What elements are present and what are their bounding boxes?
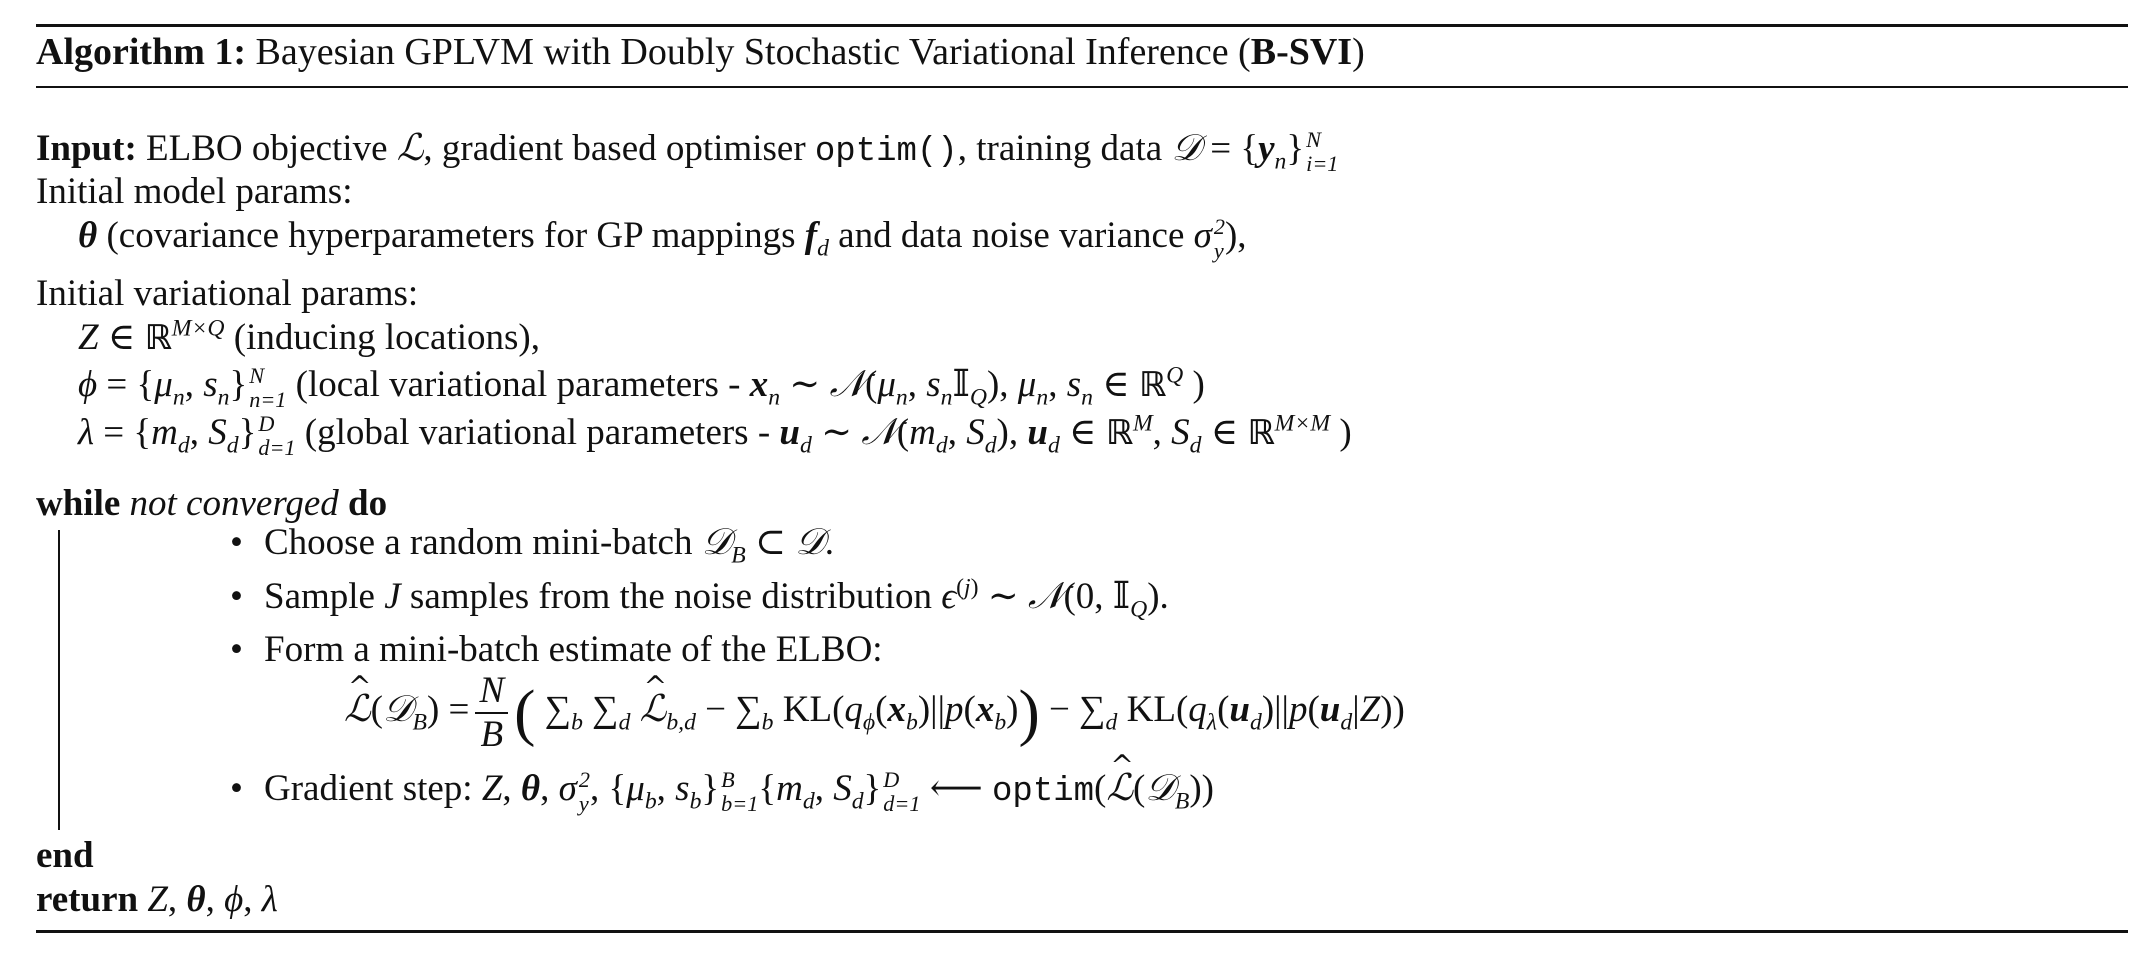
z-desc: (inducing locations),: [233, 317, 540, 358]
top-rule: [36, 24, 2128, 27]
title-rule: [36, 86, 2128, 88]
phi-desc: (local variational parameters -: [295, 364, 750, 405]
kl-label-1: KL: [782, 689, 833, 730]
dataset-formula: 𝒟 = $\{y_n\}$ N i=1: [1171, 126, 1339, 176]
theta-desc-3: ),: [1224, 215, 1247, 256]
return-line: [36, 878, 278, 922]
lambda-formula: $\lambda = \{m_d$, $S_d$} D d=1: [78, 411, 296, 460]
input-text-2: , gradient based optimiser: [423, 128, 815, 169]
step-2: [230, 574, 1169, 623]
bottom-rule: [36, 930, 2128, 933]
elbo-estimate-formula: ^ ℒ(𝒟$_B$) = $\frac{N}{B}$ ( $\sum_b$ $\sum_d$ ^ ℒ$_{b,d}$ − $\sum_b$ $KL(q_\phi(x_b)||p(x_b)) - \sum_d$ $KL(q_\lambda(u_d)||p(u_d|Z))$: [344, 666, 1405, 756]
step-4-text: Gradient step:: [264, 768, 482, 809]
optim-call: optim: [992, 773, 1095, 811]
input-text-3: , training data: [957, 128, 1172, 169]
do-keyword: do: [348, 483, 388, 524]
kl-label-2: KL: [1126, 689, 1176, 730]
lambda-line: [78, 410, 1352, 459]
bullet-icon: •: [230, 629, 243, 670]
minibatch-formula: 𝒟$_B$ ⊂ 𝒟.: [701, 520, 835, 569]
variational-params-heading: Initial variational params:: [36, 273, 419, 314]
theta-desc-2: and data noise variance: [838, 215, 1194, 256]
step-1: [230, 520, 835, 569]
j-symbol: J: [384, 576, 410, 617]
model-params-heading: Initial model params:: [36, 171, 353, 212]
step-1-text: Choose a random mini-batch: [264, 522, 702, 563]
gradient-formula: Z, θ, σ 2 y , {$\mu_b$, $s_b$} B b=1 {$m_d$, $S_d$} D d=1 ⟵ optim(^ ℒ(𝒟$_B$)): [482, 768, 1214, 809]
elbo-hat-symbol: ^ ℒ: [344, 666, 371, 752]
theta-desc-1: (covariance hyperparameters for GP mappings: [106, 215, 805, 256]
input-line: [36, 126, 1338, 175]
phi-line: [78, 362, 1205, 411]
z-formula: Z ∈ ℝ$^{M\times Q}$: [78, 315, 225, 358]
step-2-text-a: Sample: [264, 576, 385, 617]
step-2-text-b: samples from the noise distribution: [409, 576, 942, 617]
elbo-symbol: ℒ: [396, 126, 424, 169]
input-text-1: ELBO objective: [146, 128, 397, 169]
while-keyword: while: [36, 483, 121, 524]
bullet-icon: •: [230, 576, 243, 617]
theta-symbol: θ: [78, 215, 98, 256]
algorithm-abbr: B-SVI: [1250, 31, 1353, 73]
algorithm-title: [36, 30, 1365, 74]
n-over-b-fraction: $\frac{N}{B}$: [475, 670, 508, 756]
z-line: [78, 316, 540, 360]
bullet-icon: •: [230, 522, 243, 563]
lambda-dist-formula: $u_d$ ∼ $𝒩(m_d$, $S_d$), $u_d$ ∈ ℝ$^M$, $S_d$ ∈ ℝ$^{M\times M}$ ): [779, 410, 1352, 459]
bullet-icon: •: [230, 768, 243, 809]
optim-code: optim(): [814, 133, 958, 171]
step-3-text: Form a mini-batch estimate of the ELBO:: [264, 629, 883, 670]
input-label: Input:: [36, 128, 137, 169]
fd-symbol: $f_d$: [804, 215, 829, 262]
phi-formula: $\phi = \{\mu_n$, $s_n$} N n=1: [78, 363, 287, 412]
theta-line: [78, 214, 1247, 262]
loop-body-bar: [58, 530, 60, 830]
while-condition: not converged: [129, 483, 339, 524]
sigma-symbol: σ 2 y: [1193, 214, 1225, 263]
algorithm-title-text: Bayesian GPLVM with Doubly Stochastic Variational Inference (: [255, 31, 1251, 73]
step-4: [230, 766, 1214, 815]
noise-formula: $\epsilon^{(j)}$ ∼ 𝒩(0, 𝕀$_Q$).: [941, 574, 1169, 623]
return-keyword: return: [36, 879, 139, 920]
algorithm-label: Algorithm 1:: [36, 31, 247, 73]
lambda-desc: (global variational parameters -: [304, 412, 780, 453]
return-values: Z, θ, ϕ, λ: [147, 879, 278, 920]
end-keyword: end: [36, 835, 94, 876]
algorithm-title-close: ): [1352, 31, 1365, 73]
phi-dist-formula: $x_n$ ∼ $𝒩(\mu_n$, $s_n𝕀_Q$), $\mu_n$, $s_n$ ∈ ℝ$^Q$ ): [749, 362, 1205, 411]
end-keyword-line: [36, 834, 94, 878]
